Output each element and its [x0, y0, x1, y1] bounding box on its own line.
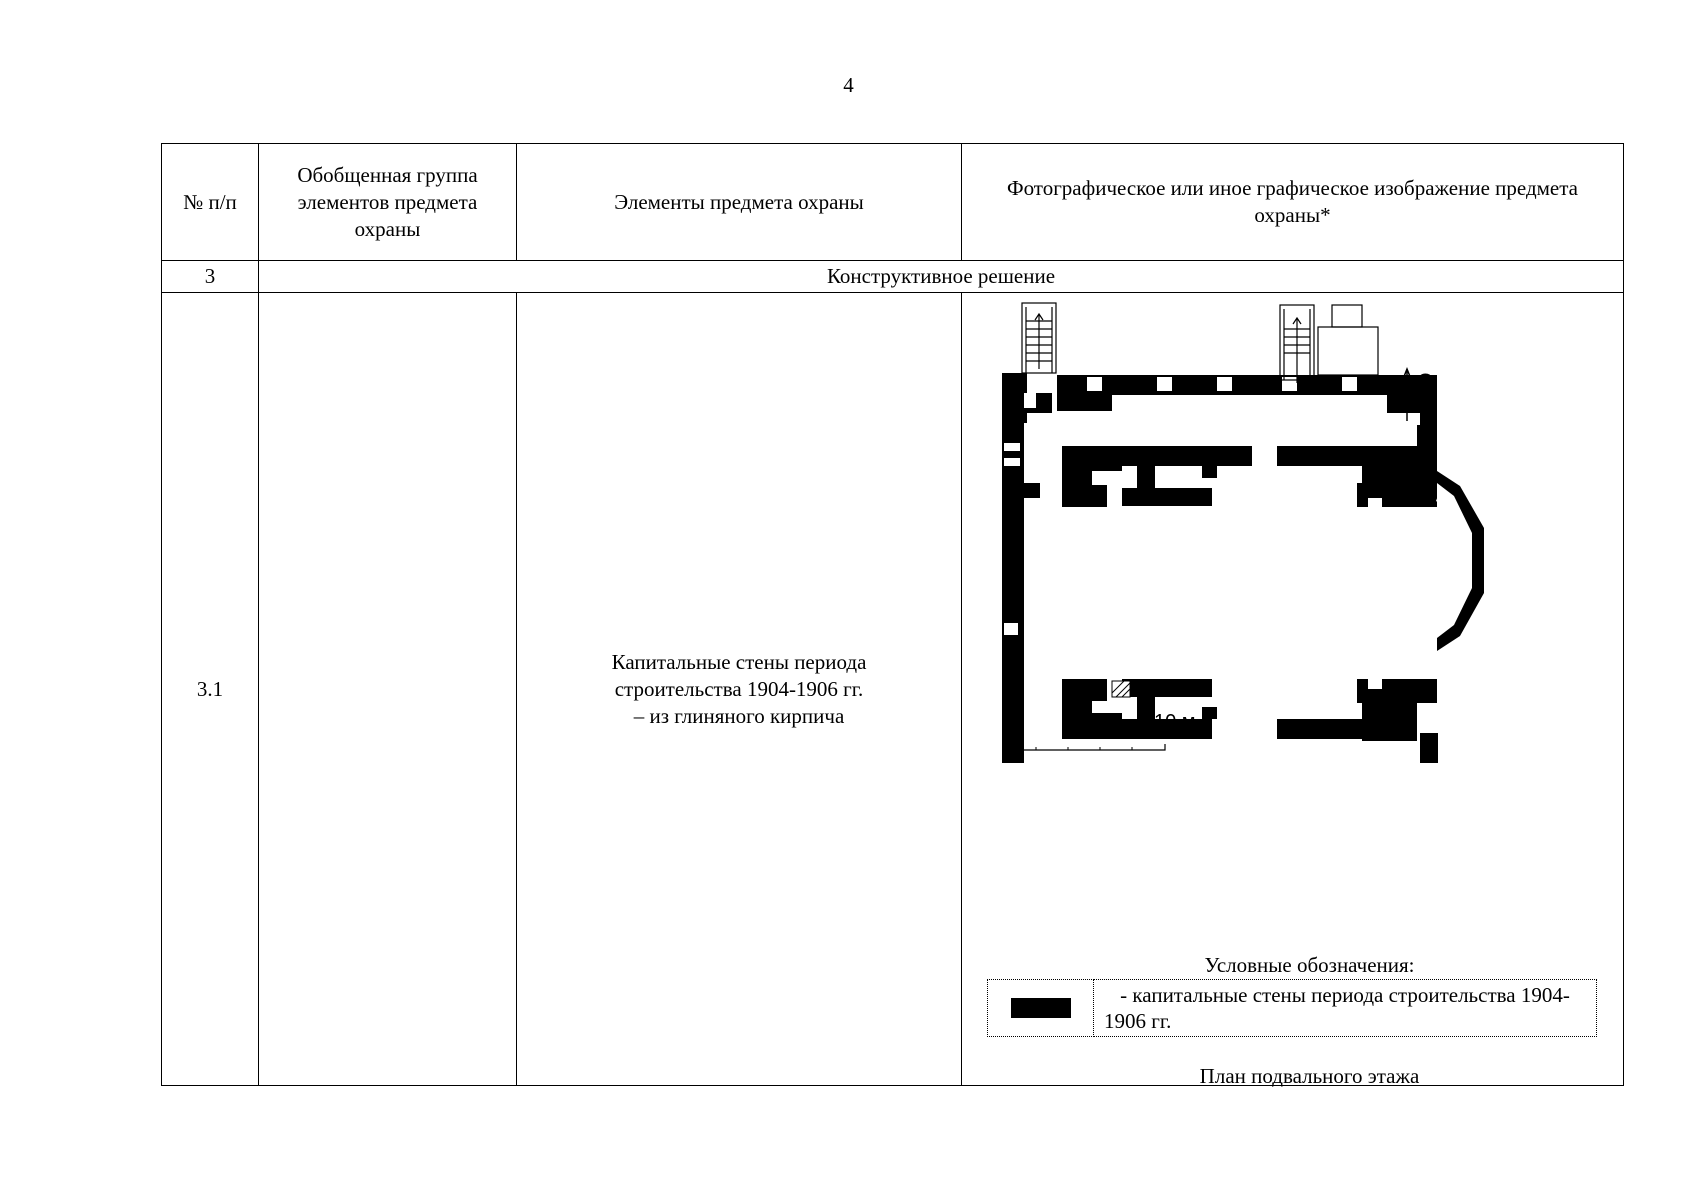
wall-swatch	[1011, 998, 1071, 1018]
row-num: 3.1	[162, 293, 259, 1086]
legend-title: Условные обозначения:	[1204, 953, 1415, 977]
staircase-nw	[1022, 303, 1056, 373]
row-elements	[517, 293, 962, 1086]
capital-walls	[1002, 373, 1484, 763]
section-num: 3	[162, 261, 259, 293]
header-image: Фотографическое или иное графическое изображение предмета охраны*	[962, 144, 1624, 261]
page-number: 4	[843, 73, 854, 97]
row-image	[962, 293, 1624, 1086]
protection-table	[161, 143, 1624, 1086]
row-elements-line3: – из глиняного кирпича	[633, 703, 845, 728]
row-group	[259, 293, 517, 1086]
scale-start-label: 0	[1002, 711, 1014, 733]
staircase-ne	[1280, 305, 1378, 383]
table-row	[162, 293, 1624, 1086]
legend-row	[988, 980, 1597, 1037]
legend-table	[987, 979, 1597, 1037]
section-row	[162, 261, 1624, 293]
row-elements-line1: Капитальные стены периода	[611, 649, 867, 674]
basement-floor-plan	[962, 293, 1622, 763]
table-header-row	[162, 144, 1624, 261]
legend-swatch-cell	[988, 980, 1094, 1037]
header-elements: Элементы предмета охраны	[517, 144, 962, 261]
legend-text: - капитальные стены периода строительства 1904-1906 гг.	[1094, 980, 1597, 1037]
header-group: Обобщенная группа элементов предмета охраны	[259, 144, 517, 261]
north-label: С	[1417, 369, 1433, 394]
hatched-element	[1112, 681, 1130, 697]
header-num: № п/п	[162, 144, 259, 261]
section-title: Конструктивное решение	[259, 261, 1624, 293]
figure	[962, 293, 1623, 1088]
row-elements-line2: строительства 1904-1906 гг.	[614, 676, 864, 701]
scale-end-label: 10 м	[1154, 711, 1196, 733]
plan-caption: План подвального этажа	[1199, 1064, 1420, 1088]
